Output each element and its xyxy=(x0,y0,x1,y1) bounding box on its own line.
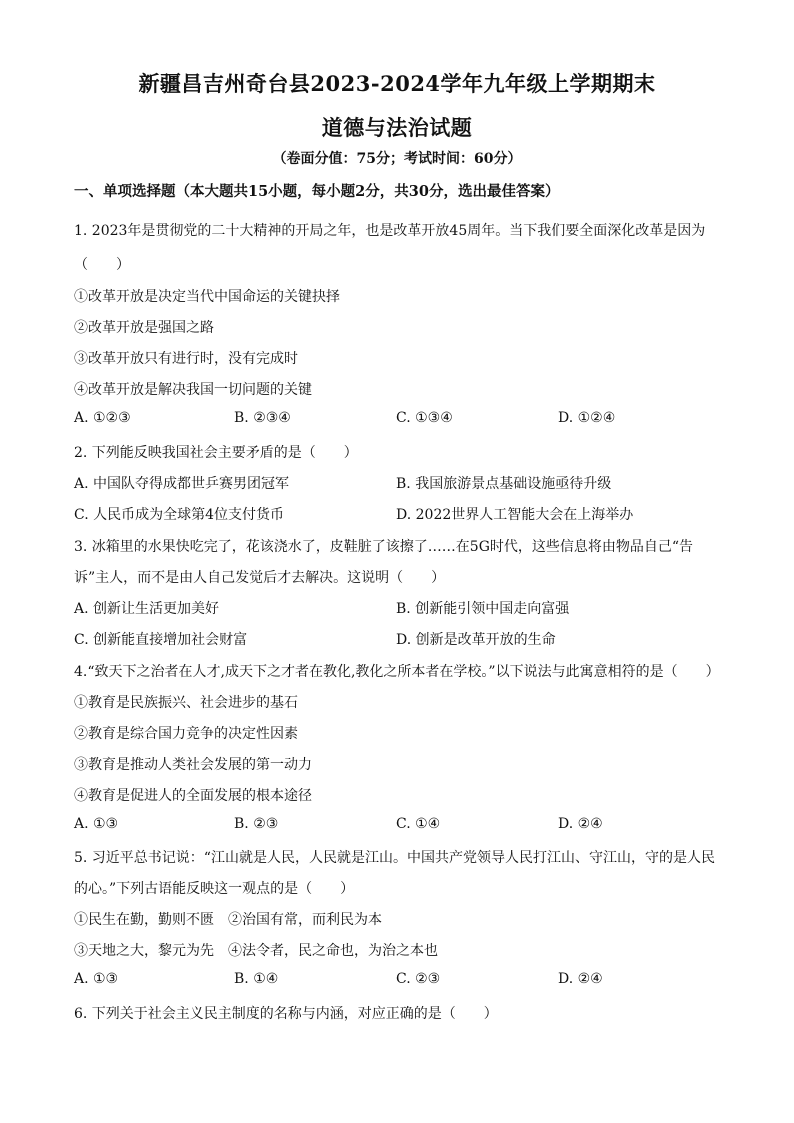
q4-statement: ③教育是推动人类社会发展的第一动力 xyxy=(74,757,312,773)
exam-subject-title: 道德与法治试题 xyxy=(321,115,473,140)
q5-option-b: B. ①④ xyxy=(234,971,279,987)
q2-stem: 2. 下列能反映我国社会主要矛盾的是（ ） xyxy=(74,445,358,461)
q1-stem: 1. 2023年是贯彻党的二十大精神的开局之年，也是改革开放45周年。当下我们要全面深化改革是因为 xyxy=(74,223,706,239)
q4-stem: 4.“致天下之治者在人才,成天下之才者在教化,教化之所本者在学校。”以下说法与此寓意相符的是（ ） xyxy=(74,664,720,680)
q2-option-a: A. 中国队夺得成都世乒赛男团冠军 xyxy=(74,476,290,492)
q3-stem: 3. 冰箱里的水果快吃完了，花该浇水了，皮鞋脏了该擦了……在5G时代，这些信息将由物品自己“告 xyxy=(74,539,694,555)
q3-stem: 诉”主人，而不是由人自己发觉后才去解决。这说明（ ） xyxy=(74,570,446,586)
exam-info: （卷面分值：75分；考试时间：60分） xyxy=(272,151,522,167)
q1-option-c: C. ①③④ xyxy=(396,410,453,426)
q1-statement: ④改革开放是解决我国一切问题的关键 xyxy=(74,382,312,398)
q5-statement: ③天地之大，黎元为先 ④法令者，民之命也，为治之本也 xyxy=(74,943,438,959)
q3-option-a: A. 创新让生活更加美好 xyxy=(74,601,220,617)
q3-option-d: D. 创新是改革开放的生命 xyxy=(396,632,556,648)
q5-option-c: C. ②③ xyxy=(396,971,441,987)
q3-option-b: B. 创新能引领中国走向富强 xyxy=(396,601,570,617)
q4-option-c: C. ①④ xyxy=(396,816,441,832)
q4-option-d: D. ②④ xyxy=(558,816,603,832)
q4-statement: ②教育是综合国力竞争的决定性因素 xyxy=(74,726,298,742)
q1-option-b: B. ②③④ xyxy=(234,410,291,426)
q2-option-c: C. 人民币成为全球第4位支付货币 xyxy=(74,507,285,523)
q1-option-d: D. ①②④ xyxy=(558,410,616,426)
q5-stem: 5. 习近平总书记说：“江山就是人民，人民就是江山。中国共产党领导人民打江山、守江山，守的是人民 xyxy=(74,850,715,866)
q4-statement: ④教育是促进人的全面发展的根本途径 xyxy=(74,788,312,804)
q5-option-d: D. ②④ xyxy=(558,971,603,987)
q3-option-c: C. 创新能直接增加社会财富 xyxy=(74,632,248,648)
q4-statement: ①教育是民族振兴、社会进步的基石 xyxy=(74,695,298,711)
q2-option-b: B. 我国旅游景点基础设施亟待升级 xyxy=(396,476,612,492)
q5-stem: 的心。”下列古语能反映这一观点的是（ ） xyxy=(74,881,355,897)
q1-statement: ②改革开放是强国之路 xyxy=(74,320,214,336)
q1-stem-bracket: （ ） xyxy=(74,257,130,273)
q1-statement: ③改革开放只有进行时，没有完成时 xyxy=(74,351,298,367)
q4-option-b: B. ②③ xyxy=(234,816,279,832)
q1-statement: ①改革开放是决定当代中国命运的关键抉择 xyxy=(74,289,340,305)
q2-option-d: D. 2022世界人工智能大会在上海举办 xyxy=(396,507,634,523)
q6-stem: 6. 下列关于社会主义民主制度的名称与内涵，对应正确的是（ ） xyxy=(74,1006,498,1022)
q5-statement: ①民生在勤，勤则不匮 ②治国有常，而利民为本 xyxy=(74,912,382,928)
exam-title: 新疆昌吉州奇台县2023-2024学年九年级上学期期末 xyxy=(138,71,656,96)
q5-option-a: A. ①③ xyxy=(74,971,119,987)
section-heading: 一、单项选择题（本大题共15小题，每小题2分，共30分，选出最佳答案） xyxy=(74,183,560,200)
q4-option-a: A. ①③ xyxy=(74,816,119,832)
q1-option-a: A. ①②③ xyxy=(74,410,131,426)
